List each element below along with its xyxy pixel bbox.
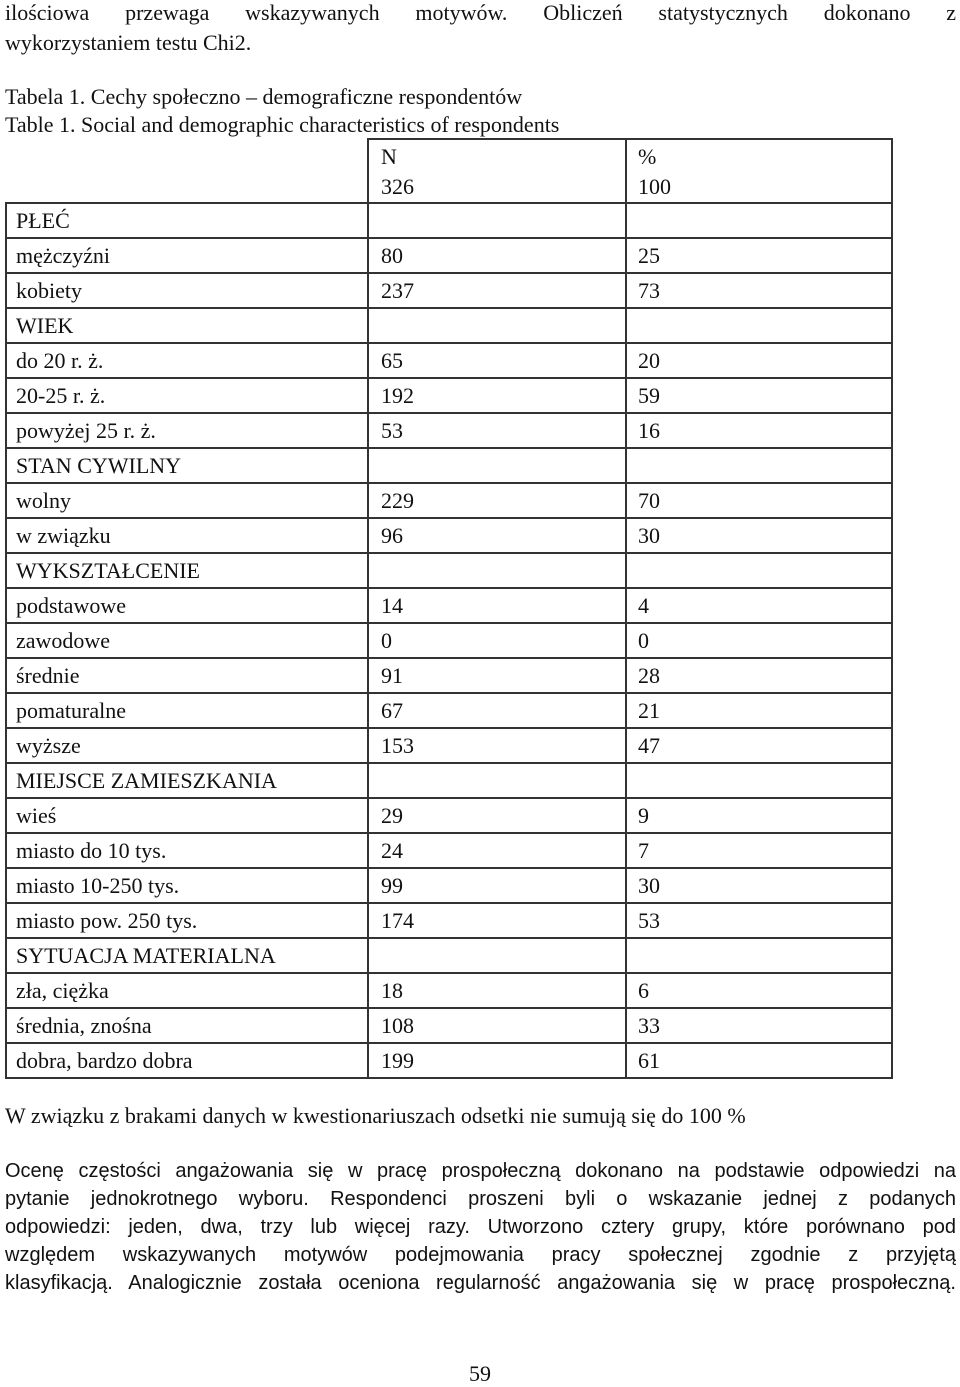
row-label: wyższe [6, 728, 368, 763]
row-label: do 20 r. ż. [6, 343, 368, 378]
row-pct: 7 [626, 833, 892, 868]
table-section-row [6, 763, 892, 798]
row-label: średnie [6, 658, 368, 693]
total-pct: 100 [626, 173, 892, 203]
intro-line-1 [5, 0, 956, 26]
row-label: kobiety [6, 273, 368, 308]
row-label: 20-25 r. ż. [6, 378, 368, 413]
table-row [6, 903, 892, 938]
table-section-row [6, 938, 892, 973]
row-pct [626, 203, 892, 238]
table-row [6, 693, 892, 728]
row-n: 80 [368, 238, 626, 273]
row-label: średnia, znośna [6, 1008, 368, 1043]
table-section-row [6, 553, 892, 588]
row-n [368, 553, 626, 588]
table-total-row [6, 173, 892, 203]
row-pct: 6 [626, 973, 892, 1008]
intro-word: Obliczeń [543, 0, 623, 25]
row-pct [626, 448, 892, 483]
row-n: 91 [368, 658, 626, 693]
section-label: WIEK [6, 308, 368, 343]
row-n: 108 [368, 1008, 626, 1043]
row-pct: 21 [626, 693, 892, 728]
section-label: PŁEĆ [6, 203, 368, 238]
table-caption-pl: Tabela 1. Cechy społeczno – demograficzne respondentów [5, 84, 523, 109]
row-n [368, 203, 626, 238]
table-row [6, 1008, 892, 1043]
row-pct [626, 763, 892, 798]
row-label: mężczyźni [6, 238, 368, 273]
section-label: MIEJSCE ZAMIESZKANIA [6, 763, 368, 798]
row-label: powyżej 25 r. ż. [6, 413, 368, 448]
table-row [6, 1043, 892, 1078]
row-n: 29 [368, 798, 626, 833]
table-section-row [6, 308, 892, 343]
table-row [6, 728, 892, 763]
table-row [6, 273, 892, 308]
row-pct: 33 [626, 1008, 892, 1043]
row-n: 53 [368, 413, 626, 448]
table-section-row [6, 203, 892, 238]
table-caption-en: Table 1. Social and demographic characteristics of respondents [5, 112, 560, 137]
table-row [6, 483, 892, 518]
table-row [6, 238, 892, 273]
row-label: zła, ciężka [6, 973, 368, 1008]
paragraph-line-5: klasyfikacją. Analogicznie została oceniona regularność angażowania się w pracę prospołeczną. [5, 1272, 956, 1294]
table-row [6, 868, 892, 903]
row-label: wieś [6, 798, 368, 833]
total-n: 326 [368, 173, 626, 203]
row-n: 14 [368, 588, 626, 623]
row-pct: 59 [626, 378, 892, 413]
header-pct: % [626, 139, 892, 173]
table-row [6, 413, 892, 448]
header-empty-cell [6, 139, 368, 173]
row-pct [626, 938, 892, 973]
row-n [368, 938, 626, 973]
paragraph-line-2: pytanie jednokrotnego wyboru. Respondenci proszeni byli o wskazanie jednej z podanych [5, 1188, 956, 1210]
row-pct: 73 [626, 273, 892, 308]
row-label: miasto do 10 tys. [6, 833, 368, 868]
row-pct: 53 [626, 903, 892, 938]
row-pct: 4 [626, 588, 892, 623]
table-header-row [6, 139, 892, 173]
header-n: N [368, 139, 626, 173]
row-n: 65 [368, 343, 626, 378]
row-n: 67 [368, 693, 626, 728]
section-label: STAN CYWILNY [6, 448, 368, 483]
table-row [6, 623, 892, 658]
demographics-table [5, 138, 893, 1079]
row-pct: 0 [626, 623, 892, 658]
row-label: miasto pow. 250 tys. [6, 903, 368, 938]
row-pct: 25 [626, 238, 892, 273]
table-row [6, 343, 892, 378]
row-n: 0 [368, 623, 626, 658]
intro-word: z [946, 0, 957, 25]
intro-word: statystycznych [658, 0, 788, 25]
row-label: miasto 10-250 tys. [6, 868, 368, 903]
row-n: 174 [368, 903, 626, 938]
paragraph-line-4: względem wskazywanych motywów podejmowania pracy społecznej zgodnie z przyjętą [5, 1244, 956, 1266]
row-label: pomaturalne [6, 693, 368, 728]
table-row [6, 798, 892, 833]
table-row [6, 833, 892, 868]
row-label: podstawowe [6, 588, 368, 623]
row-label: zawodowe [6, 623, 368, 658]
table-row [6, 658, 892, 693]
paragraph-line-1: Ocenę częstości angażowania się w pracę prospołeczną dokonano na podstawie odpowiedzi na [5, 1160, 956, 1182]
row-label: wolny [6, 483, 368, 518]
row-n [368, 763, 626, 798]
section-label: SYTUACJA MATERIALNA [6, 938, 368, 973]
table-row [6, 588, 892, 623]
row-label: dobra, bardzo dobra [6, 1043, 368, 1078]
row-pct: 28 [626, 658, 892, 693]
intro-word: wskazywanych [245, 0, 380, 25]
paragraph-line-3: odpowiedzi: jeden, dwa, trzy lub więcej razy. Utworzono cztery grupy, które porównano pod [5, 1216, 956, 1238]
row-n: 199 [368, 1043, 626, 1078]
row-pct: 30 [626, 518, 892, 553]
row-pct: 30 [626, 868, 892, 903]
table-row [6, 378, 892, 413]
row-pct: 47 [626, 728, 892, 763]
row-n: 96 [368, 518, 626, 553]
demographics-table-body [6, 139, 892, 1078]
row-pct: 16 [626, 413, 892, 448]
row-n: 237 [368, 273, 626, 308]
row-pct: 61 [626, 1043, 892, 1078]
intro-word: przewaga [125, 0, 210, 25]
total-empty-cell [6, 173, 368, 203]
section-label: WYKSZTAŁCENIE [6, 553, 368, 588]
row-n: 192 [368, 378, 626, 413]
row-n [368, 448, 626, 483]
intro-word: dokonano [823, 0, 911, 25]
table-section-row [6, 448, 892, 483]
row-pct: 20 [626, 343, 892, 378]
row-pct: 9 [626, 798, 892, 833]
row-n: 24 [368, 833, 626, 868]
row-n [368, 308, 626, 343]
row-pct [626, 553, 892, 588]
row-label: w związku [6, 518, 368, 553]
table-footnote: W związku z brakami danych w kwestionariuszach odsetki nie sumują się do 100 % [5, 1103, 746, 1128]
row-n: 229 [368, 483, 626, 518]
intro-word: ilościowa [5, 0, 90, 25]
row-pct [626, 308, 892, 343]
row-pct: 70 [626, 483, 892, 518]
table-row [6, 973, 892, 1008]
table-row [6, 518, 892, 553]
intro-line-2: wykorzystaniem testu Chi2. [5, 30, 252, 55]
intro-word: motywów. [415, 0, 508, 25]
row-n: 18 [368, 973, 626, 1008]
row-n: 99 [368, 868, 626, 903]
page-number: 59 [469, 1361, 491, 1386]
row-n: 153 [368, 728, 626, 763]
